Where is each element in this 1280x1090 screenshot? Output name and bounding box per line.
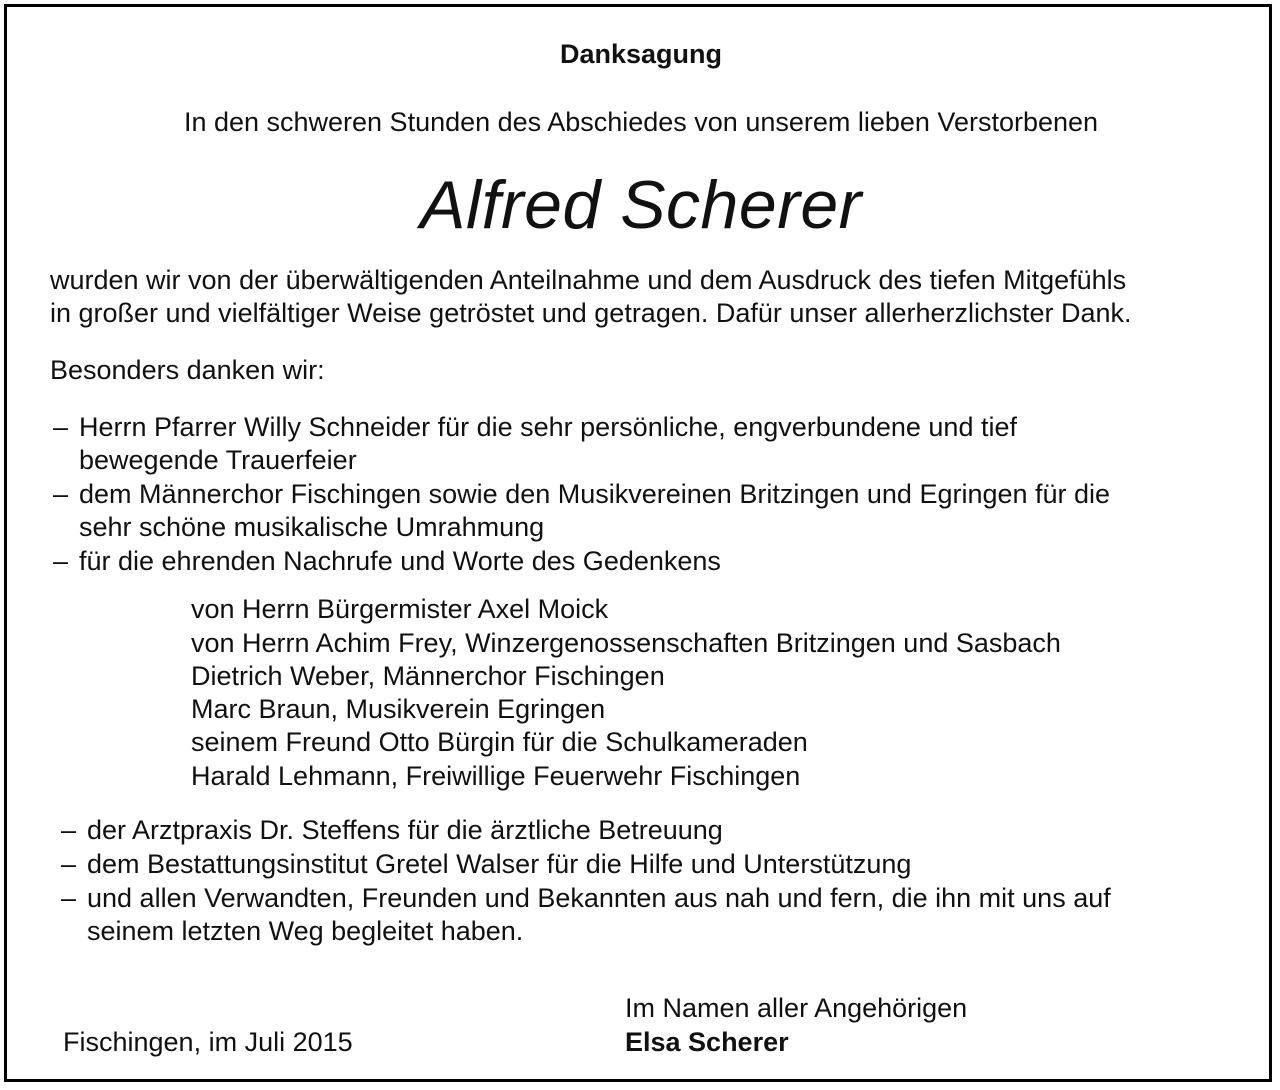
list-item-line: seinem letzten Weg begleitet haben. <box>87 916 524 946</box>
list-item-line: Herrn Pfarrer Willy Schneider für die sehr persönliche, engverbundene und tief <box>79 412 1017 442</box>
list-bullet: – <box>53 412 69 442</box>
list-item-line: der Arztpraxis Dr. Steffens für die ärztliche Betreuung <box>87 815 723 845</box>
thanks-intro: Besonders danken wir: <box>50 355 325 385</box>
list-item-line: dem Bestattungsinstitut Gretel Walser für die Hilfe und Unterstützung <box>87 849 912 879</box>
list-item-line: für die ehrenden Nachrufe und Worte des Gedenkens <box>79 546 721 576</box>
speaker-line: von Herrn Achim Frey, Winzergenossenschaften Britzingen und Sasbach <box>191 628 1061 658</box>
list-item-line: bewegende Trauerfeier <box>79 445 357 475</box>
list-bullet: – <box>61 849 77 879</box>
speaker-line: Harald Lehmann, Freiwillige Feuerwehr Fischingen <box>191 761 801 791</box>
list-item-line: dem Männerchor Fischingen sowie den Musikvereinen Britzingen und Egringen für die <box>79 479 1111 509</box>
speaker-line: Marc Braun, Musikverein Egringen <box>191 694 606 724</box>
list-bullet: – <box>53 546 69 576</box>
list-item-line: sehr schöne musikalische Umrahmung <box>79 512 545 542</box>
speaker-line: Dietrich Weber, Männerchor Fischingen <box>191 661 665 691</box>
speaker-line: seinem Freund Otto Bürgin für die Schulkameraden <box>191 727 808 757</box>
body-line-1: wurden wir von der überwältigenden Anteilnahme und dem Ausdruck des tiefen Mitgefühls <box>50 265 1127 295</box>
intro-line: In den schweren Stunden des Abschiedes von unserem lieben Verstorbenen <box>183 107 1099 137</box>
speaker-line: von Herrn Bürgermister Axel Moick <box>191 594 609 624</box>
signature-name: Elsa Scherer <box>625 1027 789 1057</box>
deceased-name: Alfred Scherer <box>420 167 862 243</box>
list-bullet: – <box>61 815 77 845</box>
body-line-2: in großer und vielfältiger Weise getröstet und getragen. Dafür unser allerherzlichster Dank. <box>50 298 1132 328</box>
signature-intro: Im Namen aller Angehörigen <box>625 993 968 1023</box>
notice-heading: Danksagung <box>559 39 723 69</box>
list-item-line: und allen Verwandten, Freunden und Bekannten aus nah und fern, die ihn mit uns auf <box>87 883 1111 913</box>
list-bullet: – <box>53 479 69 509</box>
list-bullet: – <box>61 883 77 913</box>
notice-frame <box>4 4 1272 1082</box>
place-date: Fischingen, im Juli 2015 <box>63 1027 353 1057</box>
